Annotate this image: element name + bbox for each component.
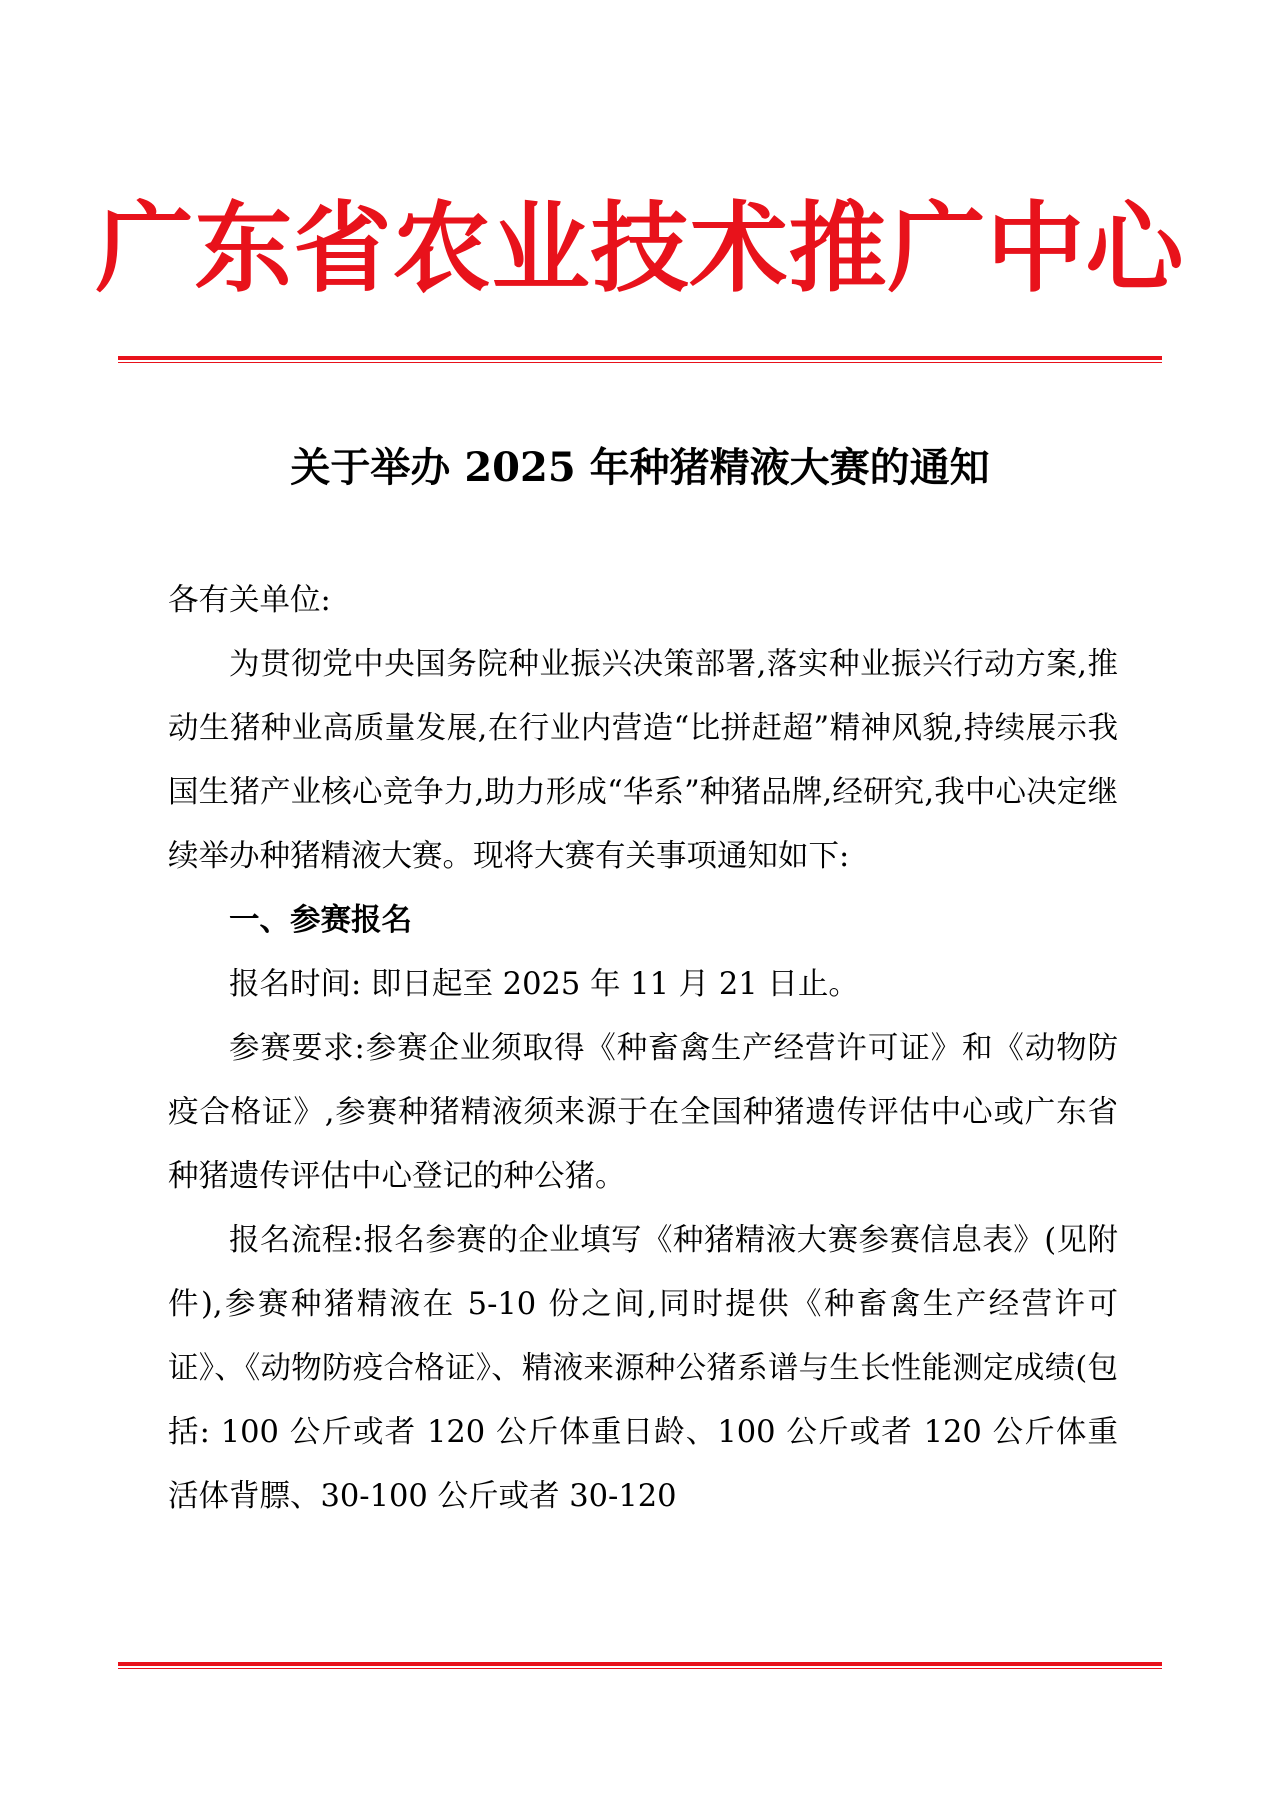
- footer-divider-thin-line: [118, 1668, 1162, 1670]
- header-divider-thin-line: [118, 362, 1162, 364]
- document-title: 关于举办 2025 年种猪精液大赛的通知: [290, 444, 990, 491]
- salutation: 各有关单位:: [168, 583, 331, 618]
- footer-divider: [118, 1662, 1162, 1669]
- process-paragraph: 报名流程:报名参赛的企业填写《种猪精液大赛参赛信息表》(见附件),参赛种猪精液在 5-10 份之间,同时提供《种畜禽生产经营许可证》、《动物防疫合格证》、精液来源种公猪系谱与生长性能测定成绩(包括: 100 公斤或者 120 公斤体重日龄、100 公斤或者 120 公斤体重活体背膘、30-100 公斤或者 30-120: [168, 1223, 1118, 1514]
- section-heading-registration: 一、参赛报名: [229, 903, 412, 938]
- footer-divider-thick-line: [118, 1662, 1162, 1666]
- registration-time-paragraph: 报名时间: 即日起至 2025 年 11 月 21 日止。: [229, 967, 859, 1002]
- intro-paragraph: 为贯彻党中央国务院种业振兴决策部署,落实种业振兴行动方案,推动生猪种业高质量发展,在行业内营造“比拼赶超”精神风貌,持续展示我国生猪产业核心竞争力,助力形成“华系”种猪品牌,经研究,我中心决定继续举办种猪精液大赛。现将大赛有关事项通知如下:: [168, 647, 1118, 874]
- header-divider: [118, 356, 1162, 363]
- organization-header: 广东省农业技术推广中心: [95, 191, 1185, 306]
- document-body: [168, 569, 1118, 1529]
- header-divider-thick-line: [118, 356, 1162, 360]
- requirements-paragraph: 参赛要求:参赛企业须取得《种畜禽生产经营许可证》和《动物防疫合格证》,参赛种猪精液须来源于在全国种猪遗传评估中心或广东省种猪遗传评估中心登记的种公猪。: [168, 1031, 1118, 1194]
